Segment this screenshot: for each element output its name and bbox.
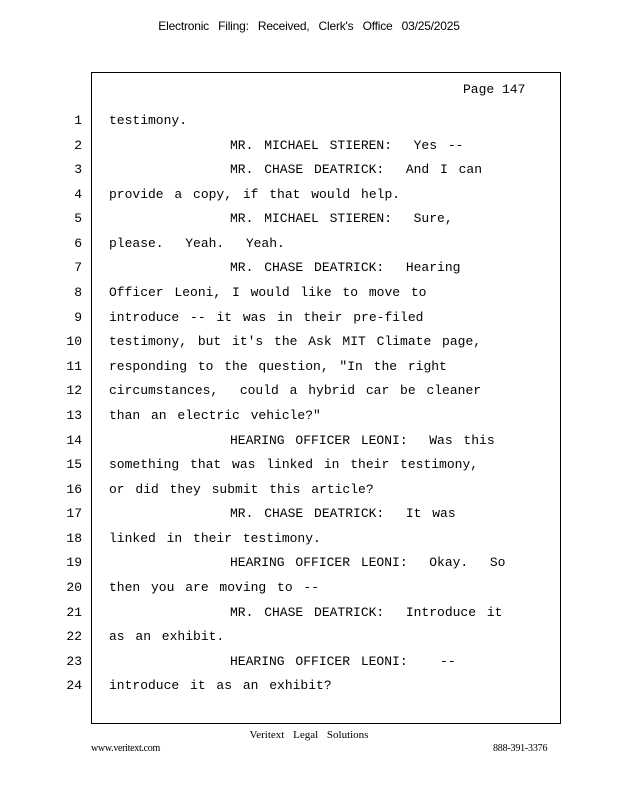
line-text: MR. CHASE DEATRICK: Hearing	[230, 260, 461, 275]
transcript-line	[0, 555, 618, 575]
line-number: 22	[66, 629, 82, 644]
transcript-line	[0, 482, 618, 502]
line-text: testimony, but it's the Ask MIT Climate page,	[109, 334, 482, 349]
line-number: 5	[74, 211, 82, 226]
transcript-line	[0, 383, 618, 403]
line-number: 14	[66, 433, 82, 448]
line-text: HEARING OFFICER LEONI: Okay. So	[230, 555, 506, 570]
transcript-line	[0, 678, 618, 698]
transcript-line	[0, 408, 618, 428]
footer-company: Veritext Legal Solutions	[249, 729, 369, 741]
transcript-line	[0, 187, 618, 207]
line-text: circumstances, could a hybrid car be cleaner	[109, 383, 482, 398]
line-number: 19	[66, 555, 82, 570]
line-number: 15	[66, 457, 82, 472]
transcript-line	[0, 162, 618, 182]
line-text: something that was linked in their testimony,	[109, 457, 479, 472]
line-text: testimony.	[109, 113, 188, 128]
line-number: 10	[66, 334, 82, 349]
line-text: MR. CHASE DEATRICK: It was	[230, 506, 456, 521]
line-text: MR. CHASE DEATRICK: And I can	[230, 162, 483, 177]
transcript-line	[0, 654, 618, 674]
line-text: MR. CHASE DEATRICK: Introduce it	[230, 605, 503, 620]
line-number: 11	[66, 359, 82, 374]
line-number: 4	[74, 187, 82, 202]
line-number: 1	[74, 113, 82, 128]
transcript-line	[0, 580, 618, 600]
transcript-line	[0, 531, 618, 551]
transcript-line	[0, 605, 618, 625]
line-number: 17	[66, 506, 82, 521]
filing-stamp: Electronic Filing: Received, Clerk's Office 03/25/2025	[158, 19, 460, 33]
transcript-line	[0, 334, 618, 354]
transcript-line	[0, 113, 618, 133]
transcript-line	[0, 236, 618, 256]
transcript-line	[0, 433, 618, 453]
line-text: then you are moving to --	[109, 580, 320, 595]
line-text: as an exhibit.	[109, 629, 225, 644]
line-number: 3	[74, 162, 82, 177]
line-number: 13	[66, 408, 82, 423]
line-number: 21	[66, 605, 82, 620]
line-text: responding to the question, "In the right	[109, 359, 447, 374]
line-number: 9	[74, 310, 82, 325]
line-number: 8	[74, 285, 82, 300]
transcript-line	[0, 629, 618, 649]
line-text: introduce it as an exhibit?	[109, 678, 332, 693]
line-number: 6	[74, 236, 82, 251]
line-text: MR. MICHAEL STIEREN: Sure,	[230, 211, 453, 226]
line-number: 24	[66, 678, 82, 693]
transcript-line	[0, 260, 618, 280]
transcript-line	[0, 211, 618, 231]
transcript-line	[0, 310, 618, 330]
page-number: Page 147	[463, 82, 526, 97]
transcript-line	[0, 285, 618, 305]
line-number: 12	[66, 383, 82, 398]
footer-phone: 888-391-3376	[493, 743, 548, 754]
line-number: 23	[66, 654, 82, 669]
line-text: than an electric vehicle?"	[109, 408, 321, 423]
line-text: HEARING OFFICER LEONI: --	[230, 654, 456, 669]
transcript-line	[0, 457, 618, 477]
line-text: or did they submit this article?	[109, 482, 374, 497]
line-number: 20	[66, 580, 82, 595]
transcript-line	[0, 359, 618, 379]
line-text: please. Yeah. Yeah.	[109, 236, 285, 251]
line-text: Officer Leoni, I would like to move to	[109, 285, 427, 300]
line-number: 18	[66, 531, 82, 546]
line-number: 2	[74, 138, 82, 153]
line-number: 7	[74, 260, 82, 275]
line-number: 16	[66, 482, 82, 497]
line-text: introduce -- it was in their pre-filed	[109, 310, 424, 325]
transcript-line	[0, 138, 618, 158]
line-text: HEARING OFFICER LEONI: Was this	[230, 433, 495, 448]
line-text: MR. MICHAEL STIEREN: Yes --	[230, 138, 464, 153]
transcript-line	[0, 506, 618, 526]
footer-website: www.veritext.com	[91, 743, 160, 754]
line-text: linked in their testimony.	[109, 531, 321, 546]
line-text: provide a copy, if that would help.	[109, 187, 401, 202]
